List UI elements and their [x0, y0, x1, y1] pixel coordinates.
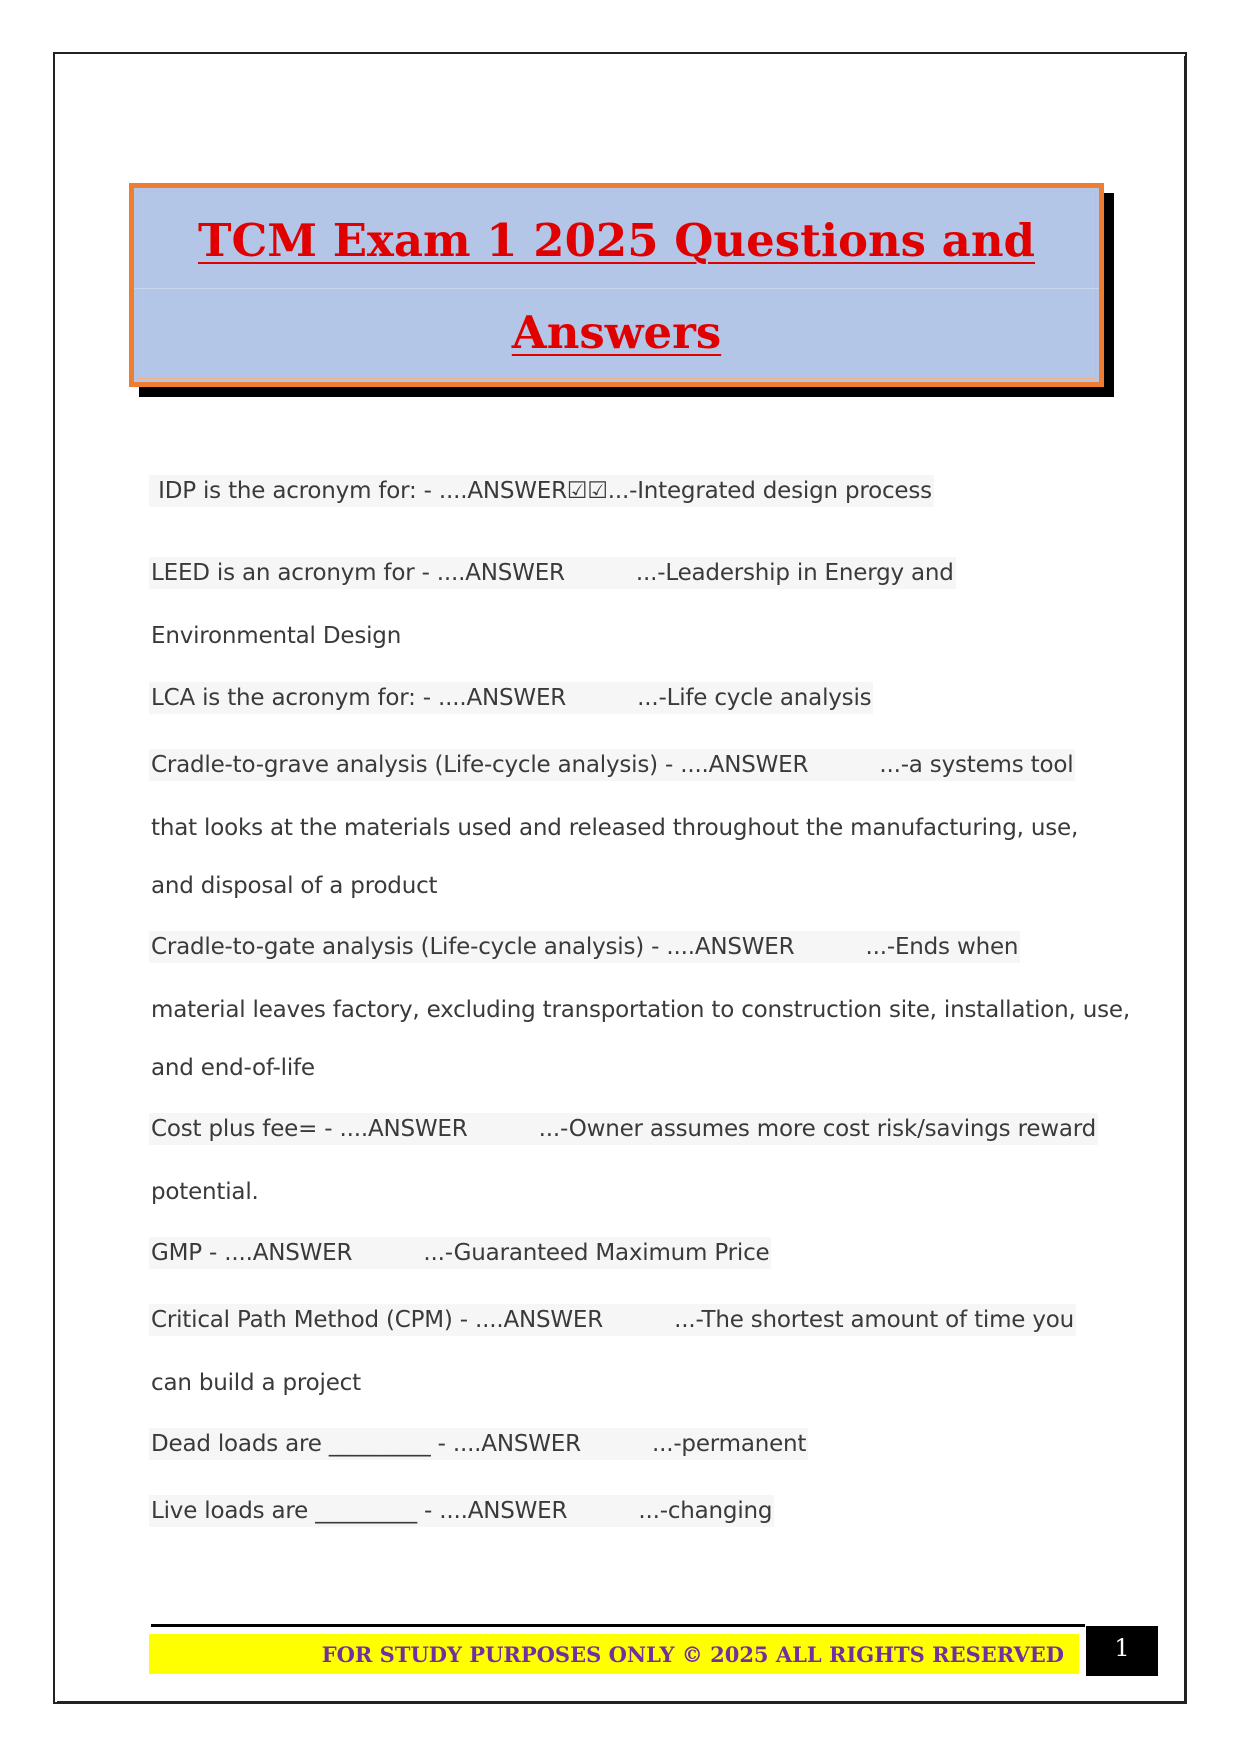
- qa-line: and disposal of a product: [151, 873, 438, 899]
- qa-line: Live loads are _________ - ....ANSWER ...-changing: [149, 1495, 774, 1527]
- qa-line: potential.: [151, 1179, 259, 1205]
- qa-line: LEED is an acronym for - ....ANSWER ...-Leadership in Energy and: [149, 557, 956, 589]
- qa-line: Cradle-to-gate analysis (Life-cycle analysis) - ....ANSWER ...-Ends when: [149, 931, 1020, 963]
- page-title: [134, 195, 1099, 379]
- title-box: [129, 183, 1104, 387]
- qa-line: Critical Path Method (CPM) - ....ANSWER ...-The shortest amount of time you: [149, 1304, 1076, 1336]
- qa-line: and end-of-life: [151, 1055, 315, 1081]
- qa-line: Cost plus fee= - ....ANSWER ...-Owner assumes more cost risk/savings reward: [149, 1113, 1098, 1145]
- qa-line: material leaves factory, excluding transportation to construction site, installation, use,: [151, 997, 1130, 1023]
- qa-line: IDP is the acronym for: - ....ANSWER☑☑...-Integrated design process: [149, 475, 934, 507]
- qa-line: Environmental Design: [151, 623, 402, 649]
- footer-copyright: FOR STUDY PURPOSES ONLY © 2025 ALL RIGHTS RESERVED: [321, 1642, 1064, 1667]
- qa-line: GMP - ....ANSWER ...-Guaranteed Maximum Price: [149, 1237, 771, 1269]
- qa-line: Dead loads are _________ - ....ANSWER ...-permanent: [149, 1428, 808, 1460]
- title-line-2: Answers: [511, 306, 722, 359]
- qa-line: LCA is the acronym for: - ....ANSWER ...-Life cycle analysis: [149, 682, 873, 714]
- qa-line: can build a project: [151, 1370, 361, 1396]
- qa-line: that looks at the materials used and released throughout the manufacturing, use,: [151, 815, 1079, 841]
- footer-rule: [151, 1624, 1085, 1627]
- qa-line: Cradle-to-grave analysis (Life-cycle analysis) - ....ANSWER ...-a systems tool: [149, 749, 1075, 781]
- page-number: 1: [1086, 1626, 1158, 1676]
- title-line-1: TCM Exam 1 2025 Questions and: [197, 214, 1036, 267]
